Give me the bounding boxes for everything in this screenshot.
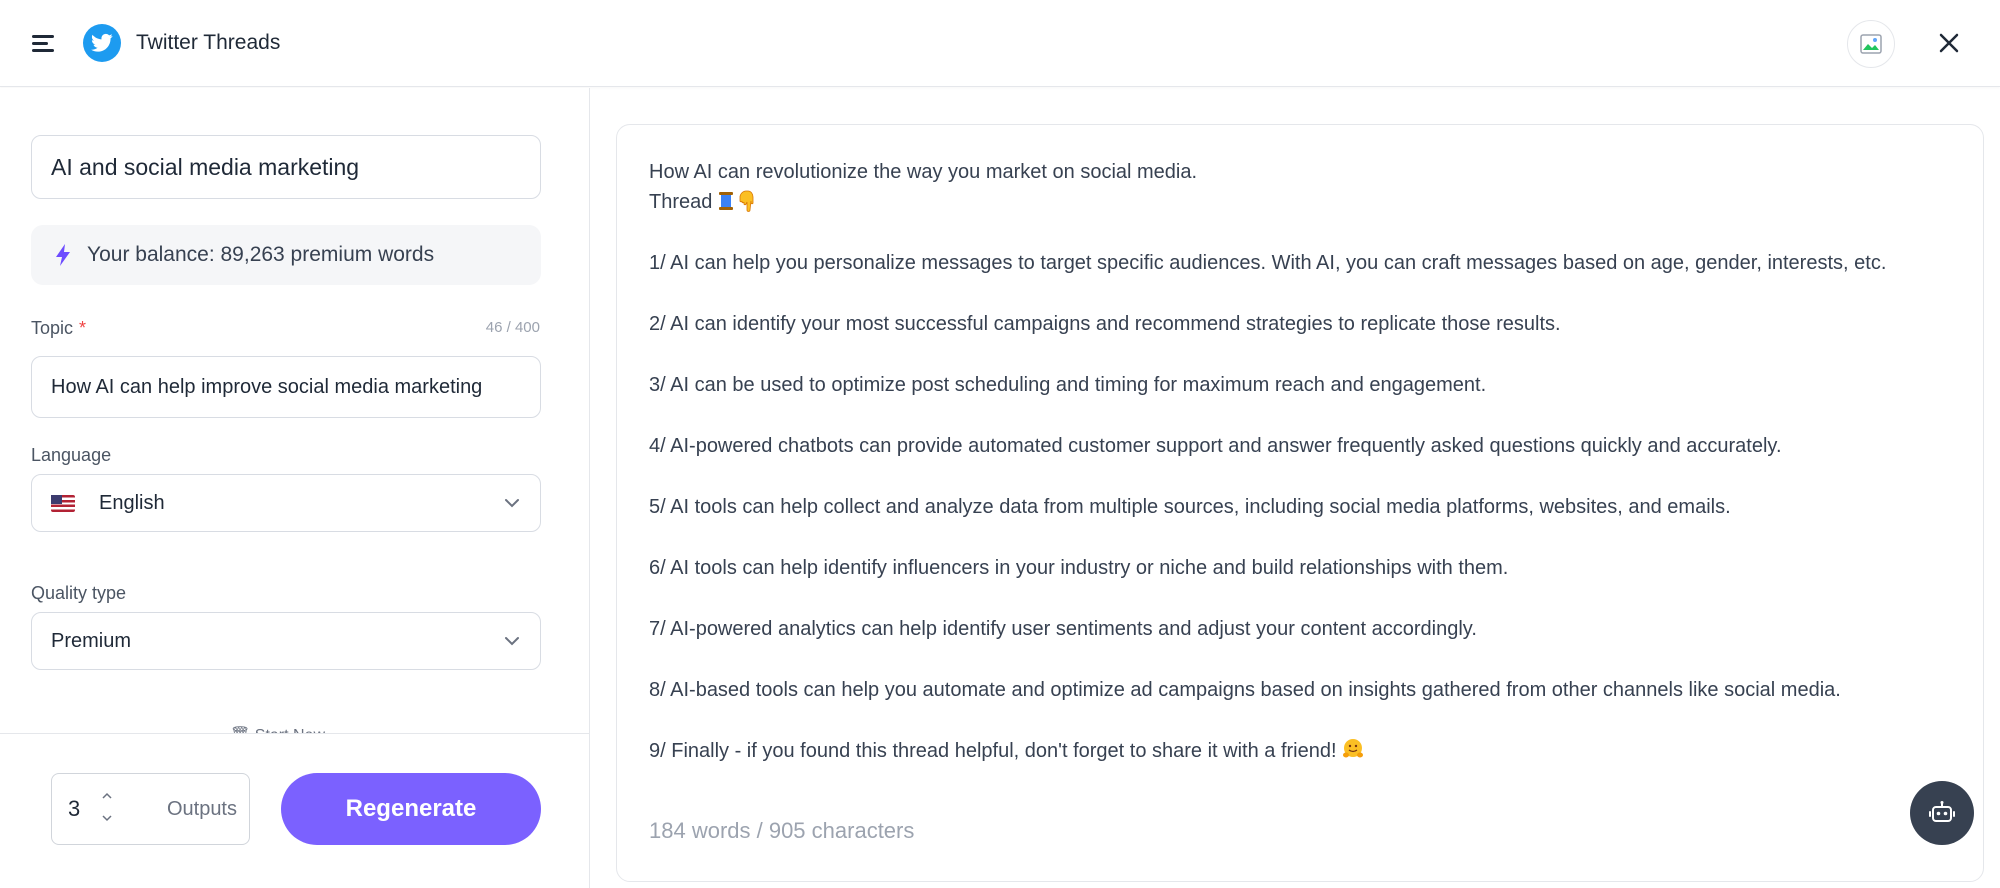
hamburger-menu-icon[interactable] [30, 30, 58, 56]
thread-point-9: 9/ Finally - if you found this thread helpful, don't forget to share it with a friend! [649, 736, 1969, 766]
topic-input-value: How AI can help improve social media marketing [51, 375, 483, 398]
app-title: Twitter Threads [136, 31, 281, 54]
thread-spool-icon [718, 190, 734, 210]
thread-point-6: 6/ AI tools can help identify influencers in your industry or niche and build relationships with them. [649, 557, 1509, 579]
outputs-count: 3 [68, 796, 81, 821]
topic-input[interactable] [31, 356, 541, 418]
stepper-arrows-icon[interactable] [100, 788, 114, 828]
chatbot-assistant-icon[interactable] [1910, 781, 1974, 845]
thread-intro: How AI can revolutionize the way you market on social media. [649, 161, 1198, 183]
avatar[interactable] [1847, 20, 1895, 68]
language-value: English [99, 491, 165, 514]
generated-thread-card [616, 124, 1984, 882]
outputs-label: Outputs [166, 798, 237, 820]
thread-text[interactable] [649, 157, 1969, 766]
topic-label: Topic * [31, 318, 87, 338]
quality-label: Quality type [31, 583, 127, 603]
thread-point-4: 4/ AI-powered chatbots can provide automated customer support and answer frequently asked questions quickly and accurately. [649, 435, 1782, 457]
topic-char-counter: 46 / 400 [485, 319, 540, 336]
document-title-input[interactable] [31, 135, 541, 199]
chevron-down-icon [504, 497, 520, 509]
thread-point-3: 3/ AI can be used to optimize post scheduling and timing for maximum reach and engagement. [649, 374, 1487, 396]
hugging-face-icon [1341, 737, 1365, 761]
twitter-bird-icon [83, 24, 121, 62]
required-mark: * [79, 318, 87, 338]
language-label: Language [31, 445, 112, 465]
lightning-icon [53, 243, 73, 267]
settings-panel [0, 88, 590, 888]
thread-point-5: 5/ AI tools can help collect and analyze data from multiple sources, including social media platforms, websites, and emails. [649, 496, 1731, 518]
top-header [0, 0, 2000, 87]
thread-point-8: 8/ AI-based tools can help you automate and optimize ad campaigns based on insights gathered from other channels like social media. [649, 679, 1841, 701]
balance-text: Your balance: 89,263 premium words [87, 243, 435, 266]
thread-point-7: 7/ AI-powered analytics can help identify user sentiments and adjust your content accordingly. [649, 618, 1477, 640]
quality-value: Premium [51, 629, 132, 652]
regenerate-button[interactable]: Regenerate [281, 773, 541, 845]
word-count-stats: 184 words / 905 characters [649, 818, 915, 843]
quality-select[interactable] [31, 612, 541, 670]
outputs-stepper[interactable] [51, 773, 250, 845]
thread-label-line: Thread [649, 187, 1969, 217]
close-icon[interactable] [1934, 28, 1964, 58]
chevron-down-icon [504, 635, 520, 647]
balance-badge [31, 225, 541, 285]
language-select[interactable] [31, 474, 541, 532]
us-flag-icon [51, 495, 75, 512]
thread-point-2: 2/ AI can identify your most successful campaigns and recommend strategies to replicate those results. [649, 313, 1561, 335]
thread-point-1: 1/ AI can help you personalize messages to target specific audiences. With AI, you can craft messages based on age, gender, interests, etc. [649, 252, 1887, 274]
pointing-down-icon [736, 190, 756, 212]
